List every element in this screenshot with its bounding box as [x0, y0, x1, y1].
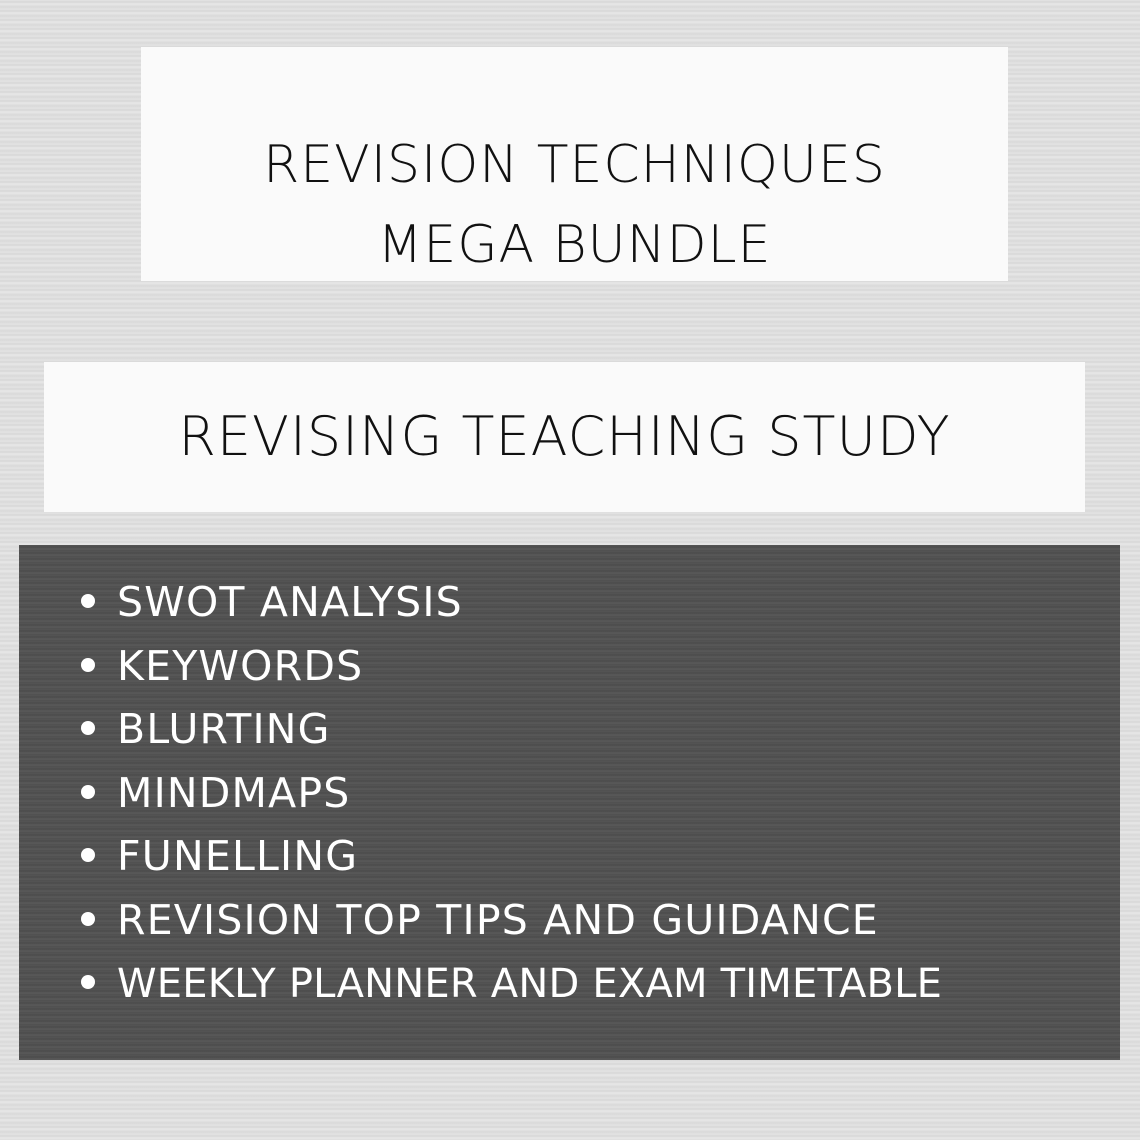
list-item [81, 889, 1120, 953]
bullet-icon [81, 594, 95, 608]
bullet-icon [81, 785, 95, 799]
bullet-icon [81, 658, 95, 672]
list-item [81, 635, 1120, 699]
title-line-1: REVISION TECHNIQUES [263, 135, 886, 195]
list-item-label: MINDMAPS [117, 768, 351, 817]
list-item [81, 571, 1120, 635]
list-item-label: WEEKLY PLANNER AND EXAM TIMETABLE [117, 961, 943, 1007]
bullet-icon [81, 975, 95, 989]
bullet-icon [81, 721, 95, 735]
contents-panel [19, 545, 1120, 1060]
list-item [81, 952, 1120, 1017]
list-item-label: KEYWORDS [117, 641, 364, 690]
subtitle: REVISING TEACHING STUDY [178, 405, 951, 468]
list-item-label: FUNELLING [117, 832, 359, 880]
list-item-label: REVISION TOP TIPS AND GUIDANCE [117, 895, 879, 944]
bullet-icon [81, 912, 95, 926]
list-item [81, 762, 1120, 826]
bullet-icon [81, 848, 95, 862]
title-line-2: MEGA BUNDLE [377, 215, 772, 275]
list-item-label: SWOT ANALYSIS [117, 578, 463, 626]
list-item [81, 825, 1120, 889]
title-banner [141, 47, 1008, 281]
list-item-label: BLURTING [117, 705, 331, 753]
list-item [81, 698, 1120, 762]
subtitle-banner [44, 362, 1085, 512]
contents-list [19, 545, 1120, 1017]
